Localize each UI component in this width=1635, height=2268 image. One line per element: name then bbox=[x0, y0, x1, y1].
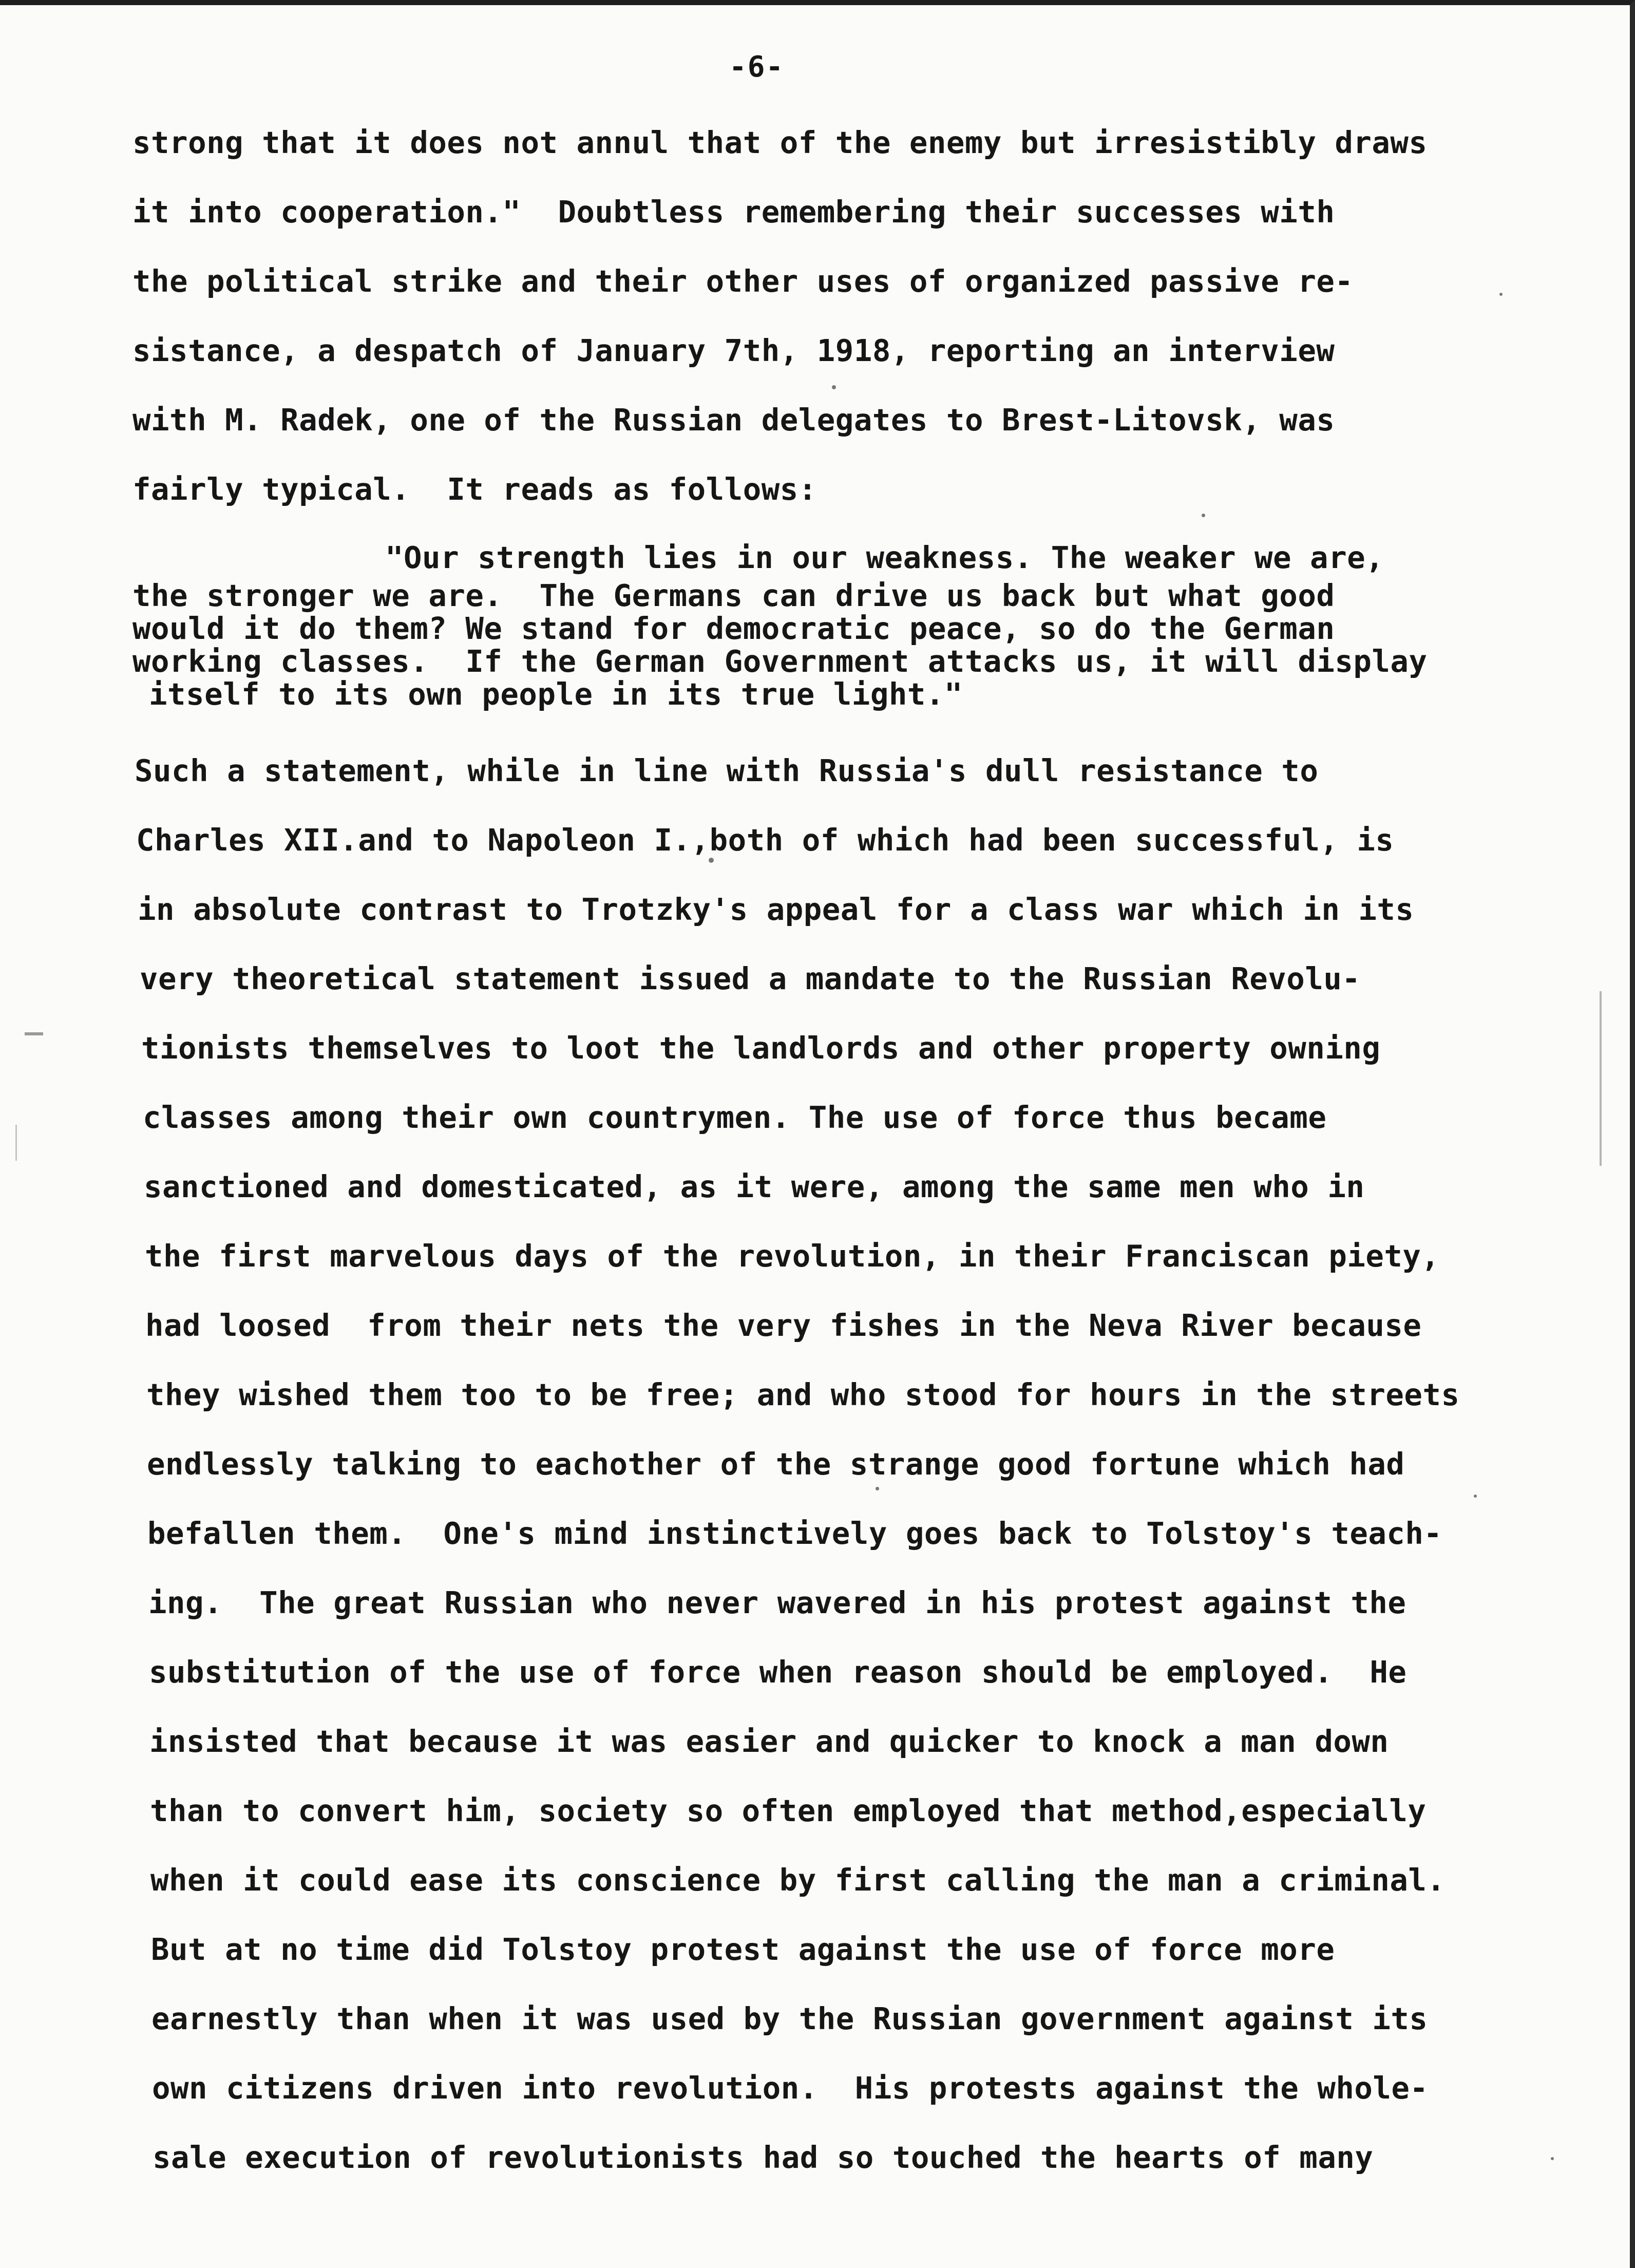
text-line: tionists themselves to loot the landlords and other property owning bbox=[141, 1030, 1381, 1066]
text-line: they wished them too to be free; and who stood for hours in the streets bbox=[146, 1377, 1460, 1412]
text-line: endlessly talking to eachother of the strange good fortune which had bbox=[147, 1446, 1405, 1482]
scan-mark bbox=[15, 1125, 17, 1161]
text-line: in absolute contrast to Trotzky's appeal for a class war which in its bbox=[138, 892, 1414, 927]
text-line: sale execution of revolutionists had so touched the hearts of many bbox=[153, 2140, 1374, 2175]
text-line: ing. The great Russian who never wavered in his protest against the bbox=[148, 1585, 1406, 1620]
speck bbox=[1202, 514, 1205, 517]
speck bbox=[876, 1487, 879, 1490]
text-line: But at no time did Tolstoy protest against the use of force more bbox=[151, 1932, 1335, 1967]
text-line: it into cooperation." Doubtless remembering their successes with bbox=[132, 194, 1335, 230]
text-line: sanctioned and domesticated, as it were, among the same men who in bbox=[144, 1169, 1365, 1204]
quote-line: the stronger we are. The Germans can drive us back but what good bbox=[132, 578, 1335, 613]
scan-mark bbox=[25, 1032, 43, 1035]
text-line: fairly typical. It reads as follows: bbox=[132, 471, 817, 507]
speck bbox=[1474, 1495, 1477, 1498]
text-line: classes among their own countrymen. The use of force thus became bbox=[143, 1100, 1327, 1135]
quote-line: itself to its own people in its true light." bbox=[149, 676, 963, 712]
speck bbox=[832, 385, 836, 389]
text-line: own citizens driven into revolution. His protests against the whole- bbox=[152, 2070, 1429, 2106]
speck bbox=[1551, 2157, 1554, 2160]
quote-line: working classes. If the German Government attacks us, it will display bbox=[132, 644, 1428, 679]
text-line: had loosed from their nets the very fishes in the Neva River because bbox=[145, 1308, 1422, 1343]
text-line: the political strike and their other uses of organized passive re- bbox=[132, 263, 1354, 299]
speck bbox=[1499, 293, 1503, 296]
quote-line: would it do them? We stand for democratic peace, so do the German bbox=[132, 611, 1335, 646]
scan-mark bbox=[1600, 991, 1602, 1166]
text-line: befallen them. One's mind instinctively goes back to Tolstoy's teach- bbox=[147, 1516, 1442, 1551]
text-line: earnestly than when it was used by the Russian government against its bbox=[151, 2001, 1428, 2036]
page-number: -6- bbox=[729, 50, 785, 84]
quote-line: "Our strength lies in our weakness. The weaker we are, bbox=[385, 540, 1384, 575]
text-line: strong that it does not annul that of the enemy but irresistibly draws bbox=[132, 125, 1428, 160]
text-line: than to convert him, society so often employed that method,especially bbox=[150, 1793, 1427, 1828]
text-line: sistance, a despatch of January 7th, 1918, reporting an interview bbox=[132, 333, 1335, 368]
text-line: Charles XII.and to Napoleon I.,both of which had been successful, is bbox=[136, 822, 1394, 858]
text-line: insisted that because it was easier and quicker to knock a man down bbox=[149, 1724, 1389, 1759]
text-line: when it could ease its conscience by first calling the man a criminal. bbox=[150, 1862, 1446, 1898]
text-line: Such a statement, while in line with Russia's dull resistance to bbox=[135, 753, 1319, 788]
text-line: very theoretical statement issued a mandate to the Russian Revolu- bbox=[140, 961, 1361, 996]
text-line: the first marvelous days of the revolution, in their Franciscan piety, bbox=[145, 1238, 1440, 1274]
speck bbox=[709, 858, 714, 863]
text-line: substitution of the use of force when reason should be employed. He bbox=[149, 1654, 1407, 1690]
text-line: with M. Radek, one of the Russian delegates to Brest-Litovsk, was bbox=[132, 402, 1335, 438]
